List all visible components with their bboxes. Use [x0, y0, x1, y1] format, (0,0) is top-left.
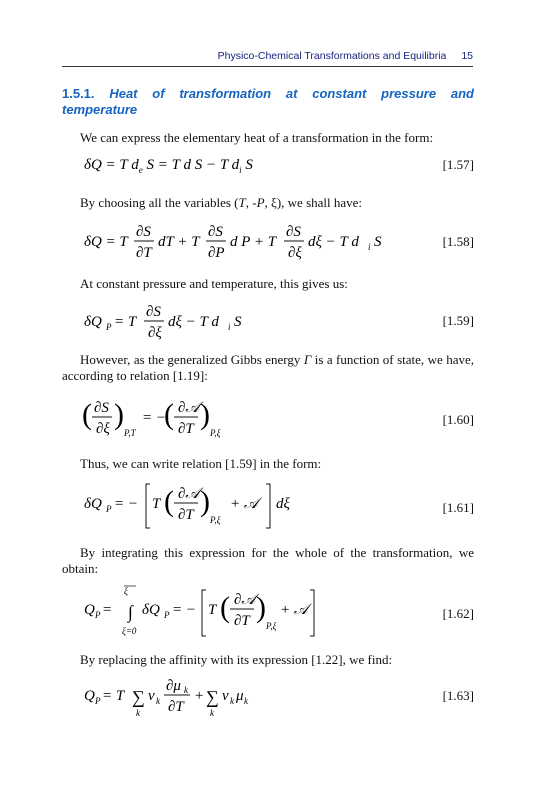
svg-text:k: k [210, 708, 214, 718]
svg-text:ξ=0: ξ=0 [122, 626, 137, 636]
svg-text:= −: = − [142, 410, 166, 426]
svg-text:+ 𝒜: + 𝒜 [230, 496, 259, 512]
equation-1-62-math [80, 584, 320, 642]
paragraph-7: By replacing the affinity with its expression [1.22], we find: [80, 652, 393, 667]
equation-number-1-57: [1.57] [442, 157, 474, 172]
equation-number-1-58: [1.58] [442, 234, 474, 249]
svg-text:dT + T: dT + T [158, 234, 200, 250]
svg-text:P,ξ: P,ξ [210, 428, 221, 438]
svg-text:): ) [200, 398, 210, 431]
svg-text:∂S: ∂S [94, 400, 109, 416]
svg-text:P: P [106, 504, 112, 514]
svg-text:∂𝒜: ∂𝒜 [178, 400, 200, 416]
svg-text:k: k [184, 685, 188, 695]
svg-text:): ) [114, 398, 124, 431]
svg-text:+: + [194, 688, 205, 704]
section-heading [62, 86, 474, 118]
paragraph-6: By integrating this expression for the whole of the transformation, we obtain: [62, 545, 474, 576]
svg-text:(: ( [82, 398, 92, 431]
equation-1-60-math [80, 394, 280, 444]
svg-text:Q: Q [84, 602, 95, 618]
svg-text:S: S [234, 314, 242, 330]
svg-text:T: T [208, 602, 217, 618]
svg-text:∂𝒜: ∂𝒜 [178, 486, 200, 502]
svg-text:∫: ∫ [128, 602, 133, 622]
equation-number-1-61: [1.61] [442, 500, 474, 515]
svg-text:= T: = T [102, 688, 125, 704]
svg-text:δQ: δQ [142, 602, 160, 618]
svg-text:ν: ν [148, 688, 155, 704]
svg-text:μ: μ [236, 688, 244, 704]
svg-text:k: k [156, 696, 160, 706]
svg-text:ξ: ξ [124, 586, 128, 596]
svg-text:k: k [230, 696, 234, 706]
equation-1-61-math [80, 478, 340, 534]
svg-text:∑: ∑ [206, 687, 219, 707]
svg-text:): ) [256, 591, 266, 624]
equation-1-57-math [80, 152, 340, 178]
svg-text:i: i [228, 322, 231, 332]
equation-number-1-59: [1.59] [442, 313, 474, 328]
running-head-title: Physico-Chemical Transformations and Equilibria [217, 50, 447, 62]
equation-number-1-60: [1.60] [442, 412, 474, 427]
svg-text:k: k [244, 696, 248, 706]
svg-text:ν: ν [222, 688, 229, 704]
svg-text:= −: = − [114, 496, 138, 512]
paragraph-2: By choosing all the variables (T, -P, ξ), we shall have: [80, 195, 363, 210]
paragraph-4: However, as the generalized Gibbs energy Γ is a function of state, we have, according to relation [1.19]: [62, 352, 474, 383]
svg-text:∂P: ∂P [208, 245, 225, 261]
equation-1-59-math [80, 300, 340, 344]
svg-text:P,ξ: P,ξ [210, 515, 221, 525]
svg-text:P: P [164, 610, 170, 620]
svg-text:∂ξ: ∂ξ [148, 325, 162, 341]
paragraph-3: At constant pressure and temperature, this gives us: [80, 276, 348, 291]
svg-text:P: P [106, 322, 112, 332]
svg-text:(: ( [220, 591, 230, 624]
section-title: Heat of transformation at constant pressure and temperature [62, 86, 474, 117]
svg-text:∂S: ∂S [136, 224, 151, 240]
svg-text:Q: Q [84, 688, 95, 704]
svg-text:δQ = T de S = T d S − T di S: δQ = T $d_e$ S = T d S − T $d_i$ S [84, 157, 253, 175]
equation-1-58-math [80, 220, 410, 264]
svg-text:∂T: ∂T [168, 699, 184, 715]
svg-text:∂ξ: ∂ξ [96, 421, 110, 437]
section-number: 1.5.1. [62, 86, 95, 101]
svg-text:∂μ: ∂μ [166, 678, 181, 694]
svg-text:∂S: ∂S [286, 224, 301, 240]
svg-text:+ 𝒜: + 𝒜 [280, 602, 309, 618]
svg-text:δQ = T: δQ = T [84, 234, 128, 250]
svg-text:P,ξ: P,ξ [266, 621, 277, 631]
svg-text:∑: ∑ [132, 687, 145, 707]
svg-text:= T: = T [114, 314, 137, 330]
equation-number-1-63: [1.63] [442, 688, 474, 703]
svg-text:P: P [95, 696, 101, 706]
svg-text:δQ: δQ [84, 314, 102, 330]
equation-1-63-math [80, 674, 320, 724]
svg-text:(: ( [164, 398, 174, 431]
svg-text:∂S: ∂S [146, 304, 161, 320]
svg-text:T: T [152, 496, 161, 512]
svg-text:= −: = − [172, 602, 196, 618]
page-number: 15 [461, 50, 473, 62]
svg-text:dξ − T d: dξ − T d [168, 314, 219, 330]
equation-number-1-62: [1.62] [442, 606, 474, 621]
svg-text:∂T: ∂T [178, 507, 194, 523]
svg-text:): ) [200, 485, 210, 518]
svg-text:dξ − T d: dξ − T d [308, 234, 359, 250]
svg-text:∂T: ∂T [136, 245, 152, 261]
svg-text:∂ξ: ∂ξ [288, 245, 302, 261]
svg-text:P,T: P,T [124, 428, 136, 438]
svg-text:∂T: ∂T [178, 421, 194, 437]
svg-text:dξ: dξ [276, 496, 290, 512]
paragraph-1: We can express the elementary heat of a transformation in the form: [80, 130, 434, 145]
svg-text:∂T: ∂T [234, 613, 250, 629]
svg-text:S: S [374, 234, 382, 250]
svg-text:δQ: δQ [84, 496, 102, 512]
svg-text:(: ( [164, 485, 174, 518]
svg-text:∂S: ∂S [208, 224, 223, 240]
svg-text:∂𝒜: ∂𝒜 [234, 592, 256, 608]
svg-text:i: i [368, 242, 371, 252]
paragraph-5: Thus, we can write relation [1.59] in the form: [80, 456, 322, 471]
svg-text:=: = [102, 602, 113, 618]
svg-text:k: k [136, 708, 140, 718]
svg-text:P: P [95, 610, 101, 620]
svg-text:d P + T: d P + T [230, 234, 277, 250]
running-head [62, 50, 473, 67]
